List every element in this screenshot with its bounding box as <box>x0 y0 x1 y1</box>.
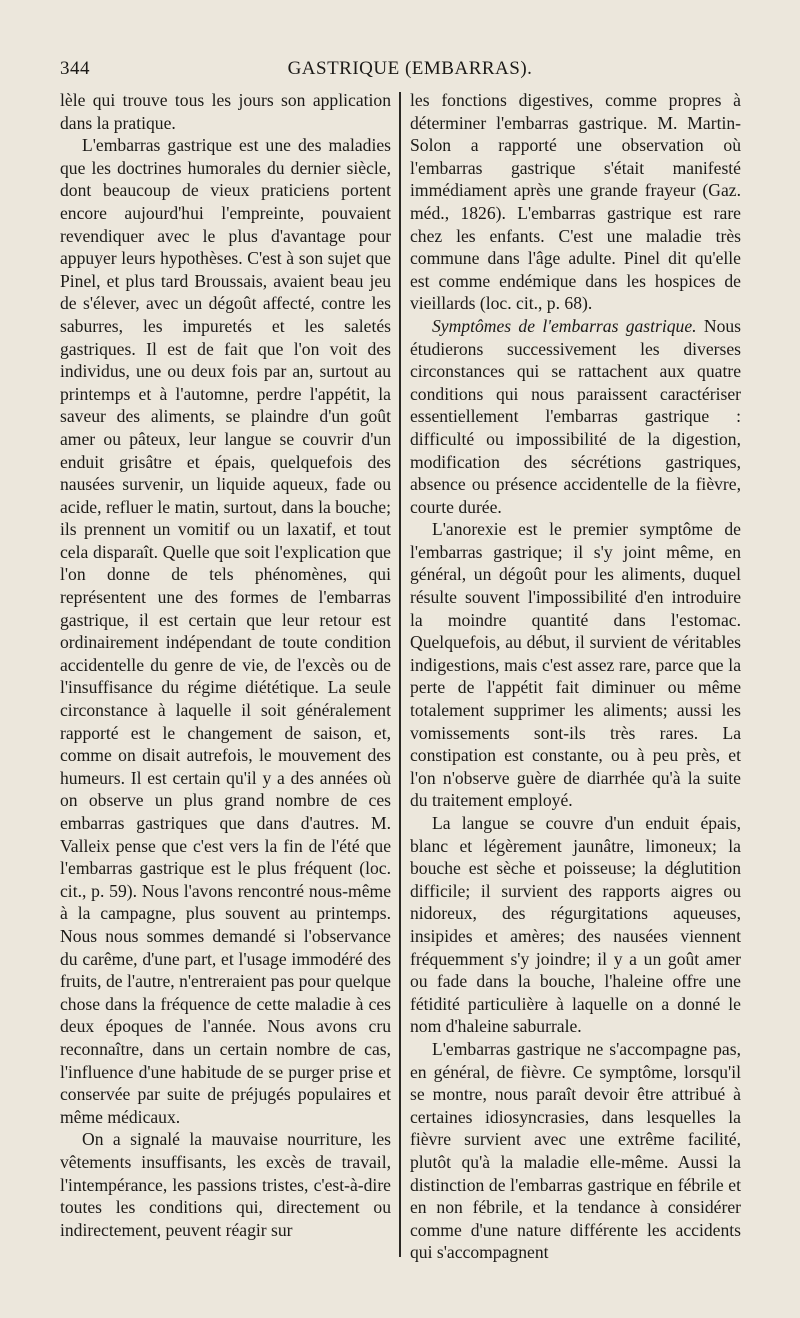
page-header <box>60 58 760 86</box>
page-number: 344 <box>60 58 90 79</box>
paragraph <box>410 315 741 518</box>
left-column <box>60 89 391 1241</box>
paragraph: On a signalé la mauvaise nourriture, les vêtements insuffisants, les excès de travail, l'intempérance, les passions tristes, c'est-à-dire toutes les conditions qui, directement ou indirectement, peuvent réagir sur <box>60 1129 391 1240</box>
paragraph: L'embarras gastrique est une des maladies que les doctrines humorales du dernier siècle, dont beaucoup de vieux praticiens portent encore aujourd'hui l'empreinte, pouvaient revendiquer avec le plus d'avantage pour appuyer leurs hypothèses. C'est à son sujet que Pinel, et plus tard Broussais, avaient beau jeu de s'élever, avec un dégoût affecté, contre les saburres, les impuretés et les saletés gastriques. Il est de fait que l'on voit des individus, une ou deux fois par an, surtout au printemps et à l'automne, perdre l'appétit, la saveur des aliments, se plaindre d'un goût amer ou pâteux, leur langue se couvrir d'un enduit grisâtre et épais, quelquefois des nausées survenir, un liquide aqueux, fade ou acide, refluer le matin, surtout, dans la bouche; ils prennent un vomitif ou un laxatif, et tout cela disparaît. Quelle que soit l'explication que l'on donne de tels phénomènes, qui représentent une des formes de l'embarras gastrique, il est certain que leur retour est ordinairement indépendant de toute condition accidentelle du genre de vie, de l'excès ou de l'insuffisance du régime diététique. La seule circonstance à laquelle il soit généralement rapporté est le changement de saison, et, comme on disait autrefois, le mouvement des humeurs. Il est certain qu'il y a des années où on observe un plus grand nombre de ces embarras gastriques que dans d'autres. M. Valleix pense que c'est vers la fin de l'été que l'embarras gastrique est le plus fréquent (loc. cit., p. 59). Nous l'avons rencontré nous-même à la campagne, plus souvent au printemps. Nous nous sommes demandé si l'observance du carême, d'une part, et l'usage immodéré des fruits, de l'autre, n'entreraient pas pour quelque chose dans la fréquence de cette maladie à ces deux époques de l'année. Nous avons cru reconnaître, dans un certain nombre de cas, l'influence d'une habitude de se purger prise et conservée par suite de préjugés populaires et même médicaux. <box>60 135 391 1127</box>
paragraph: L'anorexie est le premier symptôme de l'embarras gastrique; il s'y joint même, en général, un dégoût pour les aliments, duquel résulte souvent l'impossibilité d'en introduire la moindre quantité dans l'estomac. Quelquefois, au début, il survient de véritables indigestions, mais c'est assez rare, parce que la perte de l'appétit fait diminuer ou même totalement supprimer les aliments; aussi les vomissements sont-ils très rares. La constipation est constante, ou à peu près, et l'on n'observe guère de diarrhée qu'à la suite du traitement employé. <box>410 519 741 811</box>
section-heading: Symptômes de l'embarras gastrique. <box>432 315 697 336</box>
paragraph: les fonctions digestives, comme propres à déterminer l'embarras gastrique. M. Martin-Solon a rapporté une observation où l'embarras gastrique s'était manifesté immédiament après une grande frayeur (Gaz. méd., 1826). L'embarras gastrique est rare chez les enfants. C'est une maladie très commune dans l'âge adulte. Pinel dit qu'elle est comme endémique dans les hospices de vieillards (loc. cit., p. 68). <box>410 90 741 314</box>
right-column <box>410 89 741 1264</box>
running-title: GASTRIQUE (EMBARRAS). <box>287 58 533 79</box>
column-divider <box>399 92 401 1257</box>
paragraph-body: Nous étudierons successivement les diverses circonstances qui se rattachent aux quatre conditions qui nous paraissent caractériser essentiellement l'embarras gastrique : difficulté ou impossibilité de la digestion, modification des sécrétions gastriques, absence ou présence accidentelle de la fièvre, courte durée. <box>410 315 742 517</box>
paragraph: L'embarras gastrique ne s'accompagne pas, en général, de fièvre. Ce symptôme, lorsqu'il se montre, nous paraît devoir être attribué à certaines idiosyncrasies, dans lesquelles la fièvre survient avec une extrême facilité, plutôt qu'à la maladie elle-même. Aussi la distinction de l'embarras gastrique en fébrile et en non fébrile, et la tendance à considérer comme d'une nature différente les accidents qui s'accompagnent <box>410 1038 741 1263</box>
paragraph: lèle qui trouve tous les jours son application dans la pratique. <box>60 90 391 133</box>
paragraph: La langue se couvre d'un enduit épais, blanc et légèrement jaunâtre, limoneux; la bouche est sèche et poisseuse; la déglutition difficile; il survient des rapports aigres ou nidoreux, des régurgitations aqueuses, insipides et amères; des nausées viennent fréquemment s'y joindre; il y a un goût amer ou fade dans la bouche, l'haleine offre une fétidité particulière à laquelle on a donné le nom d'haleine saburrale. <box>410 813 741 1037</box>
